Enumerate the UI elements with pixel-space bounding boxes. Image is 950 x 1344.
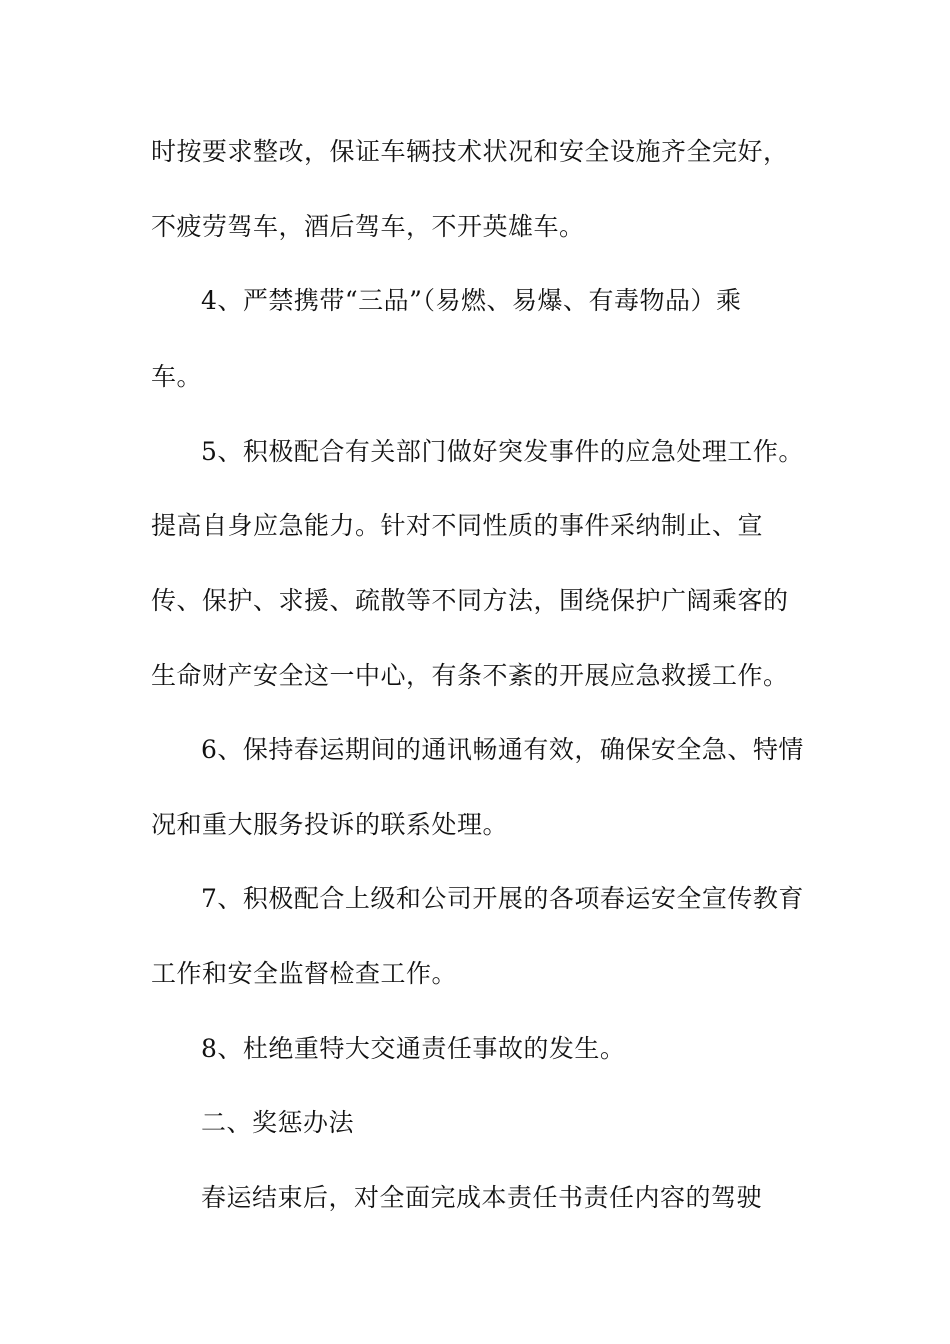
body-text-line: 春运结束后，对全面完成本责任书责任内容的驾驶 (201, 1183, 763, 1212)
list-item-6: 6、保持春运期间的通讯畅通有效，确保安全急、特情 (201, 735, 804, 764)
list-item-7: 7、积极配合上级和公司开展的各项春运安全宣传教育 (201, 884, 804, 913)
list-item-8: 8、杜绝重特大交通责任事故的发生。 (201, 1034, 626, 1063)
body-text-line: 时按要求整改，保证车辆技术状况和安全设施齐全完好， (151, 137, 789, 166)
body-text-line: 生命财产安全这一中心，有条不紊的开展应急救援工作。 (151, 661, 789, 690)
body-text-line: 提高自身应急能力。针对不同性质的事件采纳制止、宣 (151, 511, 764, 540)
list-item-4: 4、严禁携带“三品”（易燃、易爆、有毒物品）乘 (201, 286, 742, 315)
body-text-line: 工作和安全监督检查工作。 (151, 959, 458, 988)
body-text-line: 不疲劳驾车，酒后驾车，不开英雄车。 (151, 212, 585, 241)
list-item-5: 5、积极配合有关部门做好突发事件的应急处理工作。 (201, 437, 804, 466)
body-text-line: 传、保护、求援、疏散等不同方法，围绕保护广阔乘客的 (151, 586, 789, 615)
section-heading: 二、奖惩办法 (201, 1108, 355, 1137)
body-text-line: 况和重大服务投诉的联系处理。 (151, 810, 509, 839)
body-text-line: 车。 (151, 362, 203, 391)
